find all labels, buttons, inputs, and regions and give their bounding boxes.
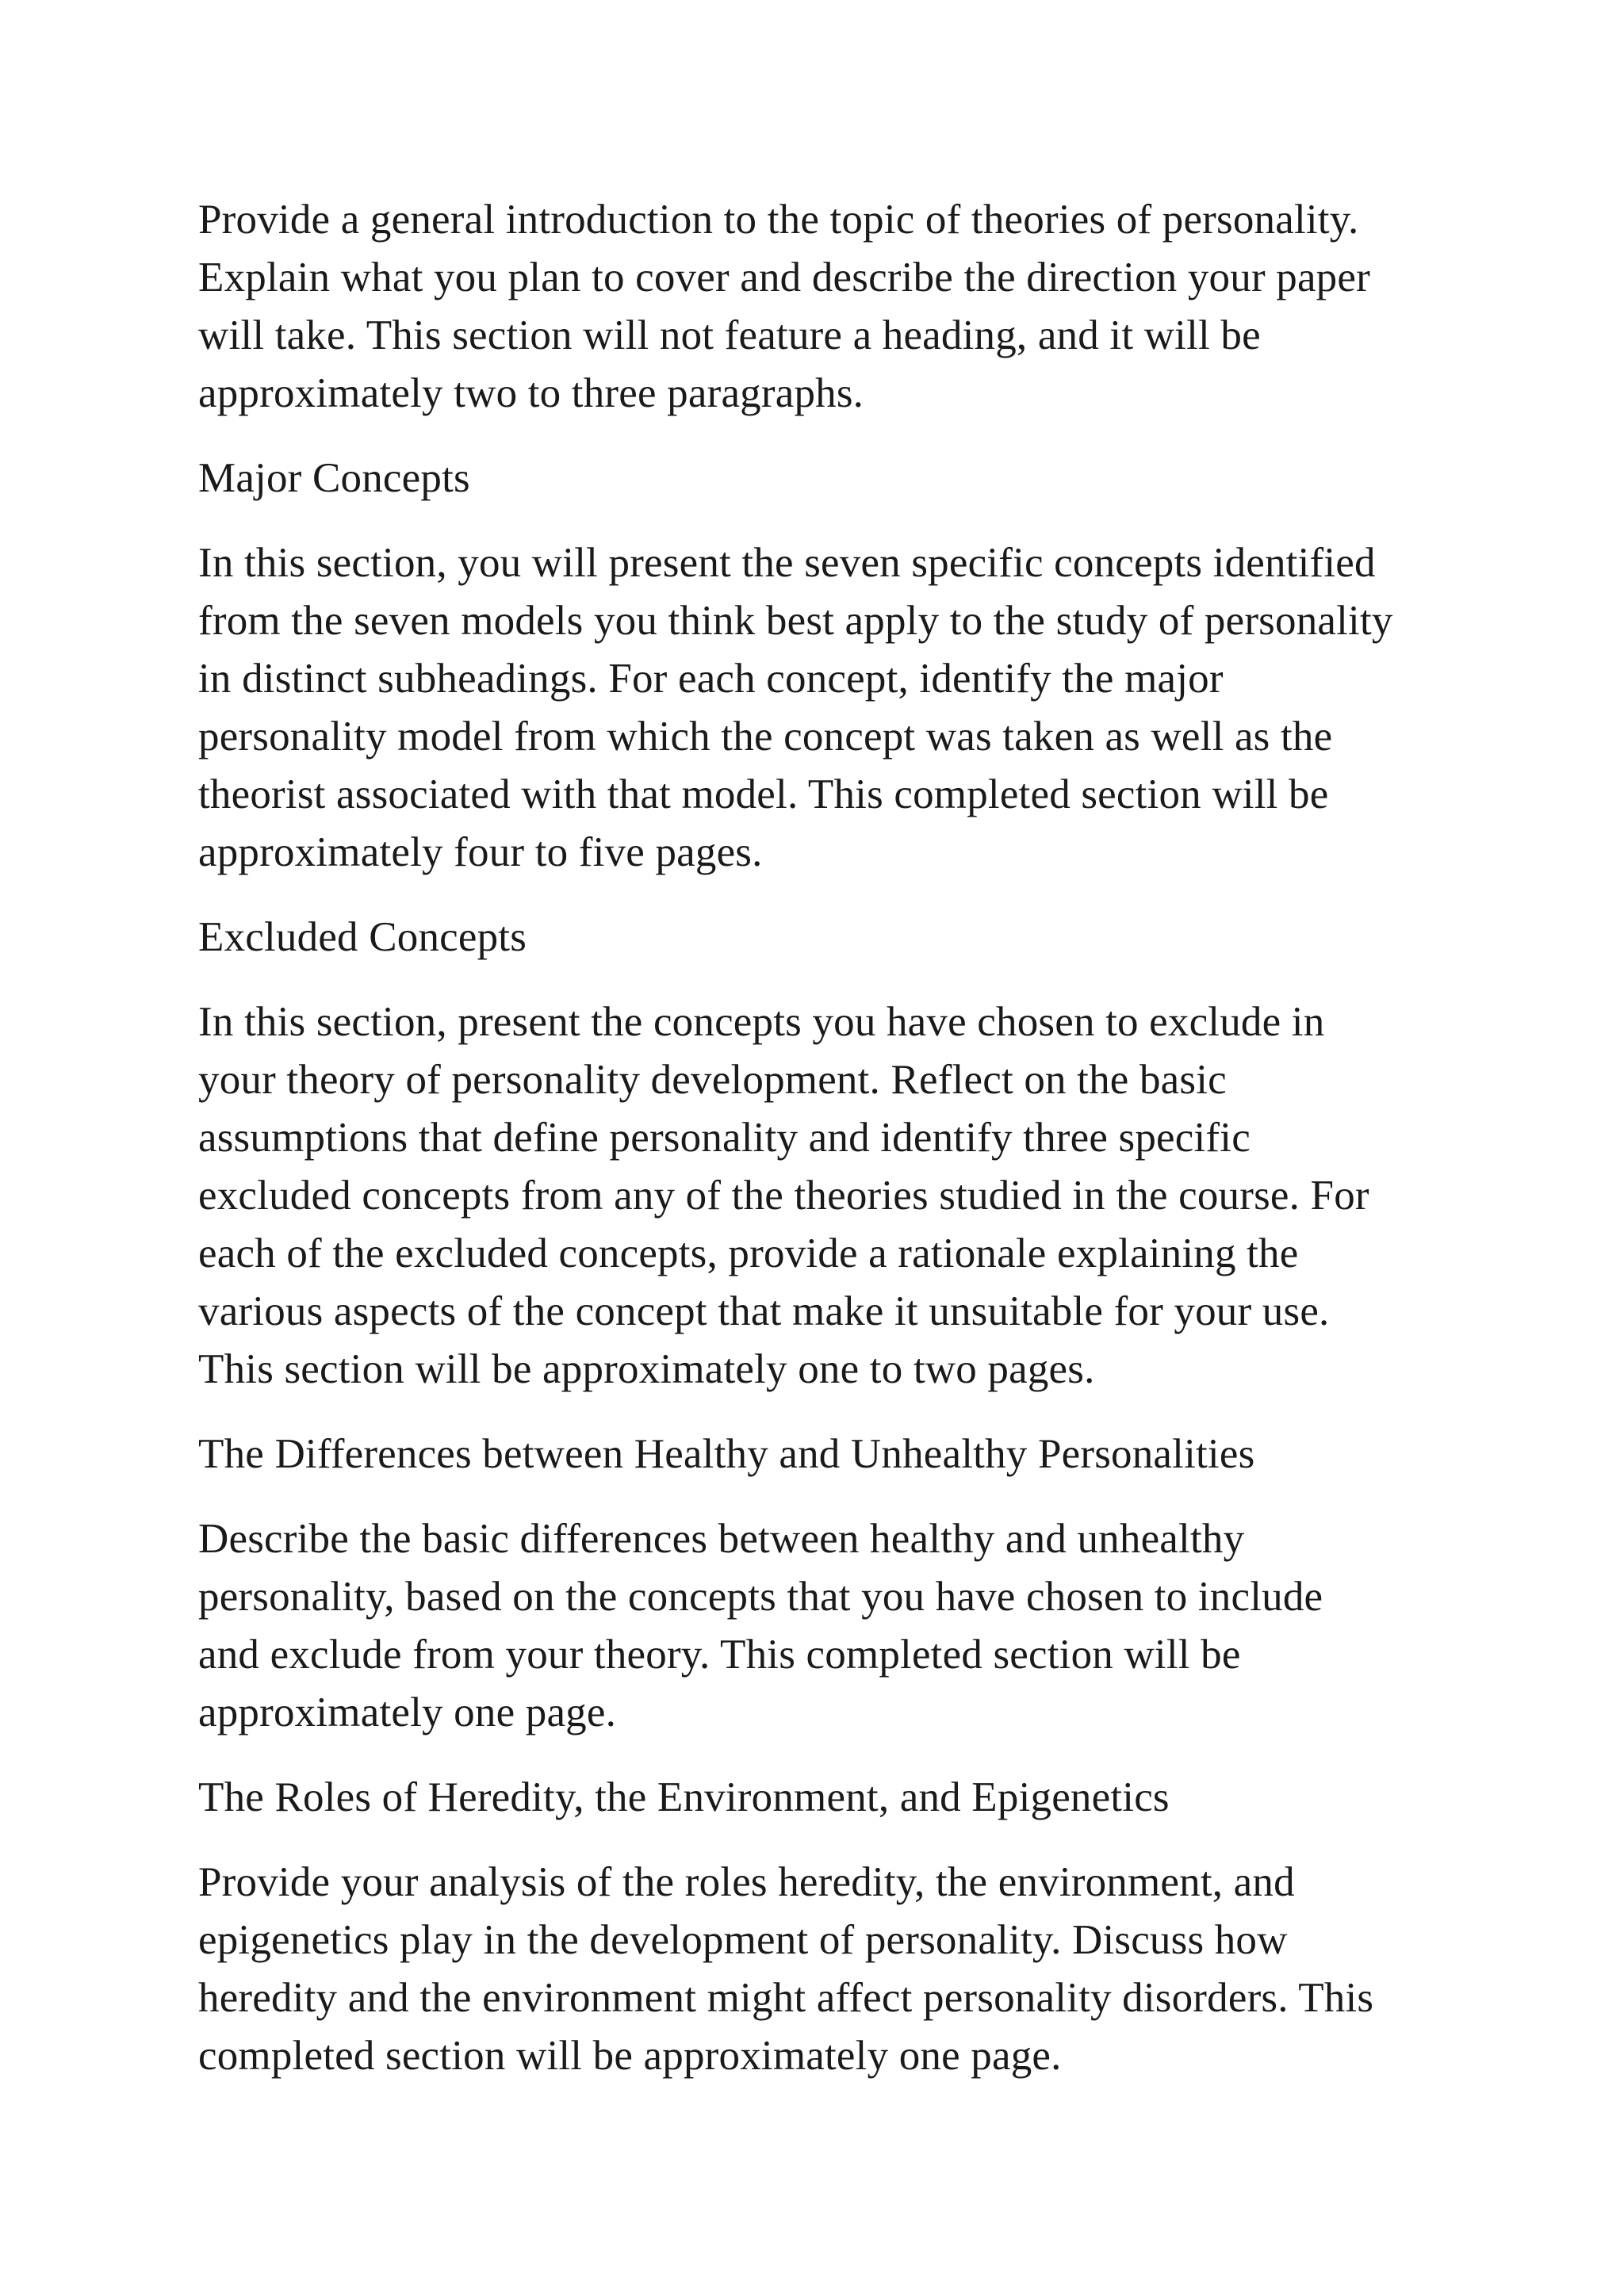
section-heading-major-concepts: Major Concepts <box>198 455 470 501</box>
section-heading-healthy-unhealthy: The Differences between Healthy and Unhealthy Personalities <box>198 1431 1255 1477</box>
section-heading-heredity-environment: The Roles of Heredity, the Environment, and Epigenetics <box>198 1774 1170 1820</box>
intro-paragraph: Provide a general introduction to the topic of theories of personality. Explain what you plan to cover and describe the direction your paper will take. This section will not feature a heading, and it will be approximately two to three paragraphs. <box>198 197 1370 416</box>
section-body-healthy-unhealthy: Describe the basic differences between healthy and unhealthy personality, based on the concepts that you have chosen to include and exclude from your theory. This completed section will be approximately one page. <box>198 1516 1323 1735</box>
section-heading-excluded-concepts: Excluded Concepts <box>198 914 527 960</box>
document-content <box>198 191 1435 2085</box>
section-body-excluded-concepts: In this section, present the concepts you have chosen to exclude in your theory of personality development. Reflect on the basic assumptions that define personality and identify three specific excluded concepts from any of the theories studied in the course. For each of the excluded concepts, provide a rationale explaining the various aspects of the concept that make it unsuitable for your use. This section will be approximately one to two pages. <box>198 999 1369 1392</box>
section-body-heredity-environment: Provide your analysis of the roles heredity, the environment, and epigenetics play in the development of personality. Discuss how heredity and the environment might affect personality disorders. This completed section will be approximately one page. <box>198 1859 1374 2079</box>
section-body-major-concepts: In this section, you will present the seven specific concepts identified from the seven models you think best apply to the study of personality in distinct subheadings. For each concept, identify the major personality model from which the concept was taken as well as the theorist associated with that model. This completed section will be approximately four to five pages. <box>198 540 1393 875</box>
